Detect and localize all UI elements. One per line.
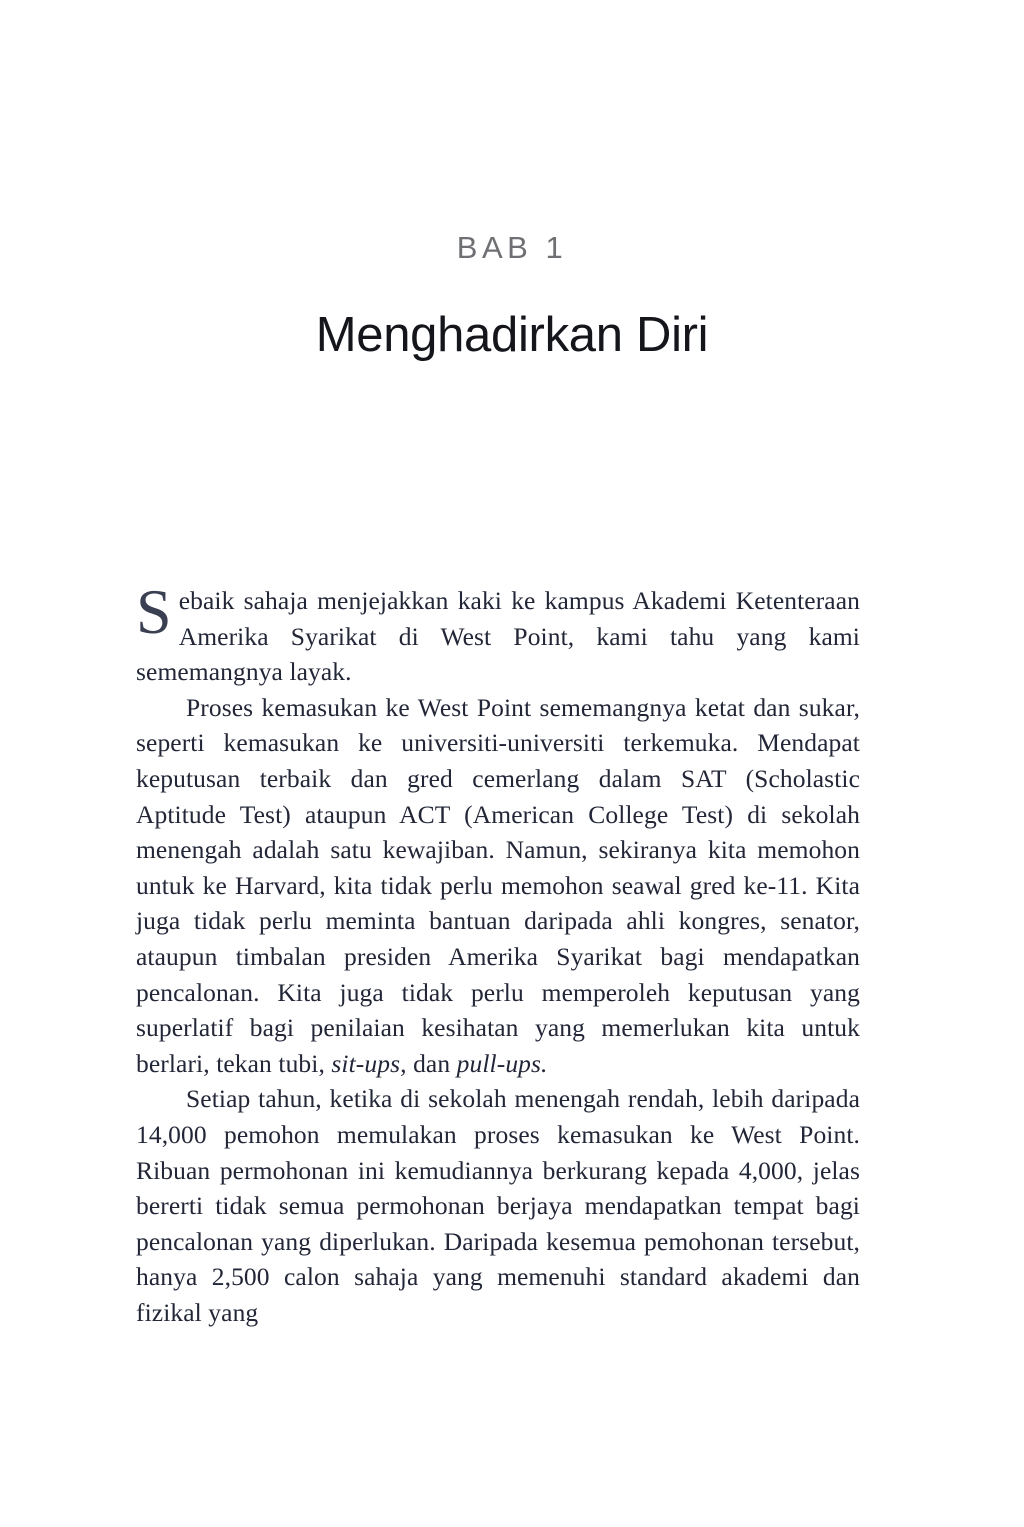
paragraph-2-text: Proses kemasukan ke West Point sememangnya ketat dan sukar, seperti kemasukan ke universiti-universiti terkemuka. Mendapat keputusan terbaik dan gred cemerlang dalam SAT (Scholastic Aptitude Test) ataupun ACT (American College Test) di sekolah menengah adalah satu kewajiban. Namun, sekiranya kita memohon untuk ke Harvard, kita tidak perlu memohon seawal gred ke-11. Kita juga tidak perlu meminta bantuan daripada ahli kongres, senator, ataupun timbalan presiden Amerika Syarikat bagi mendapatkan pencalonan. Kita juga tidak perlu memperoleh keputusan yang superlatif bagi penilaian kesihatan yang memerlukan kita untuk berlari, tekan tubi, xyxy=(136,692,860,1078)
paragraph-2-italic-term-2: pull-ups. xyxy=(456,1048,548,1078)
body-text-block xyxy=(136,576,860,1330)
paragraph-3: Setiap tahun, ketika di sekolah menengah rendah, lebih daripada 14,000 pemohon memulakan proses kemasukan ke West Point. Ribuan permohonan ini kemudiannya berkurang kepada 4,000, jelas bererti tidak semua permohonan berjaya mendapatkan tempat bagi pencalonan yang diperlukan. Daripada kesemua pemohonan tersebut, hanya 2,500 calon sahaja yang memenuhi standard akademi dan fizikal yang xyxy=(136,1084,860,1327)
paragraph-2 xyxy=(136,690,860,1082)
paragraph-1: Sebaik sahaja menjejakkan kaki ke kampus Akademi Ketenteraan Amerika Syarikat di West Point, kami tahu yang kami sememangnya layak. xyxy=(136,576,860,687)
paragraph-2-italic-term-1: sit-ups, xyxy=(331,1048,407,1078)
paragraph-2-conjunction: dan xyxy=(406,1048,457,1078)
chapter-title: Menghadirkan Diri xyxy=(315,307,709,362)
chapter-heading-block xyxy=(0,232,1024,362)
chapter-number-label: BAB 1 xyxy=(456,230,568,265)
